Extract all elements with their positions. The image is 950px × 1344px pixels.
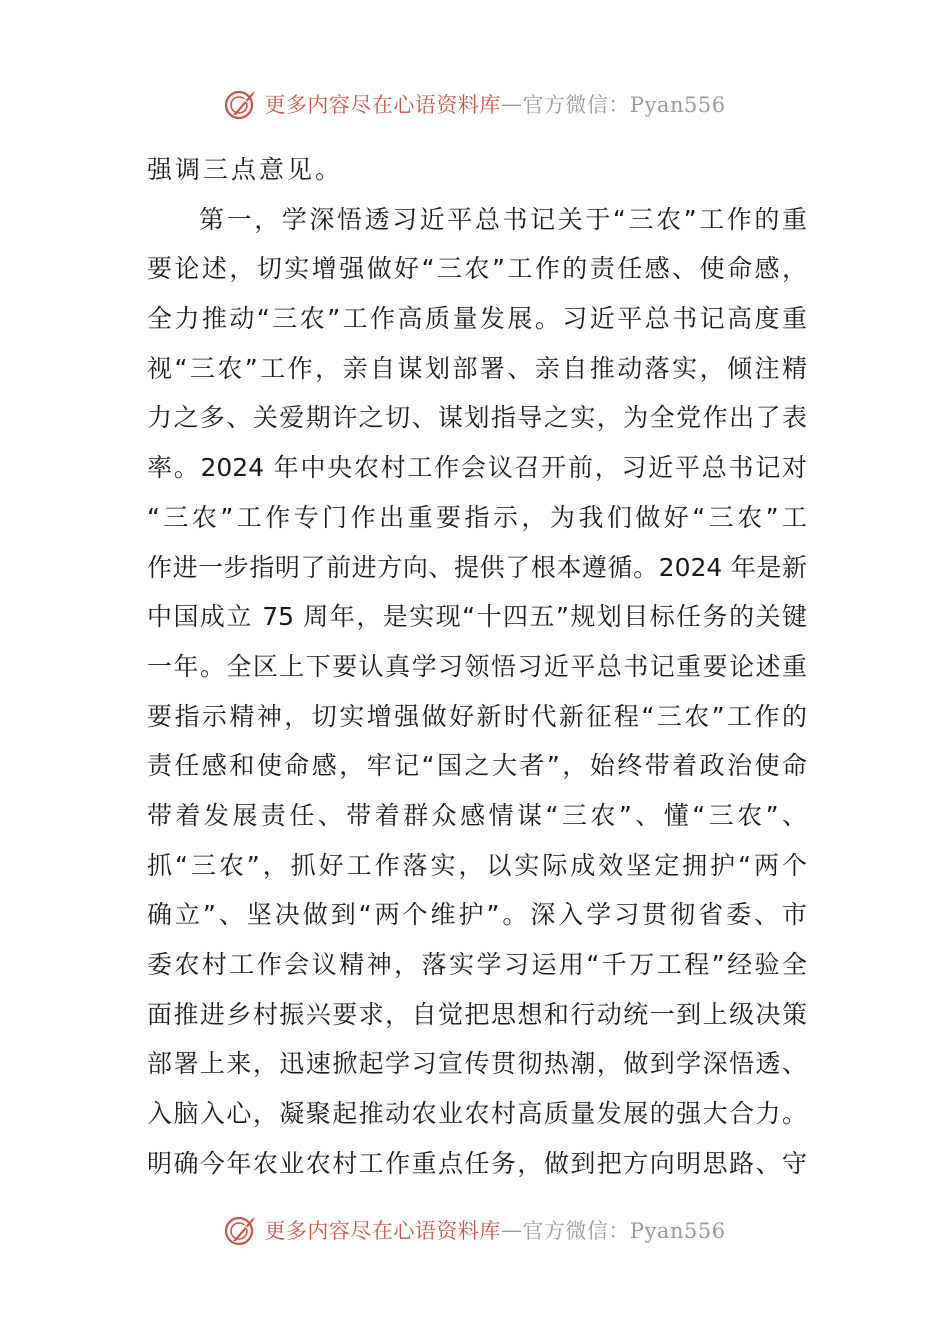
text-line: “三农”工作专门作出重要指示，为我们做好“三农”工 [147, 502, 807, 532]
text-line: 视“三农”工作，亲自谋划部署、亲自推动落实，倾注精 [147, 353, 807, 383]
text-line: 入脑入心，凝聚起推动农业农村高质量发展的强大合力。 [147, 1099, 807, 1129]
text-line: 强调三点意见。 [147, 155, 344, 184]
text-line: 要指示精神，切实增强做好新时代新征程“三农”工作的 [147, 701, 807, 731]
text-line: 率。2024 年中央农村工作会议召开前，习近平总书记对 [147, 453, 807, 483]
text-line: 明确今年农业农村工作重点任务，做到把方向明思路、守 [147, 1148, 807, 1178]
text-line: 委农村工作会议精神，落实学习运用“千万工程”经验全 [147, 950, 807, 979]
banner-wechat-text: 官方微信：Pyan556 [522, 93, 726, 117]
banner-main-text: 更多内容尽在心语资料库 [264, 1219, 501, 1243]
text-line: 第一，学深悟透习近平总书记关于“三农”工作的重 [199, 204, 807, 234]
banner-wechat-text: 官方微信：Pyan556 [522, 1219, 726, 1243]
document-body [147, 145, 807, 1188]
text-line: 带着发展责任、带着群众感情谋“三农”、懂“三农”、 [147, 800, 807, 830]
banner-dash: — [500, 1218, 523, 1242]
quill-seal-icon [224, 1213, 258, 1247]
header-watermark-banner [0, 82, 950, 126]
text-line: 面推进乡村振兴要求，自觉把思想和行动统一到上级决策 [147, 999, 807, 1029]
text-line: 中国成立 75 周年，是实现“十四五”规划目标任务的关键 [147, 602, 807, 632]
text-line: 部署上来，迅速掀起学习宣传贯彻热潮，做到学深悟透、 [147, 1049, 807, 1079]
text-line: 全力推动“三农”工作高质量发展。习近平总书记高度重 [147, 304, 807, 334]
text-line: 力之多、关爱期许之切、谋划指导之实，为全党作出了表 [147, 403, 807, 433]
footer-watermark-banner [0, 1208, 950, 1252]
quill-seal-icon [224, 87, 258, 121]
text-line: 作进一步指明了前进方向、提供了根本遵循。2024 年是新 [147, 552, 807, 582]
text-line: 确立”、坚决做到“两个维护”。深入学习贯彻省委、市 [147, 900, 807, 930]
text-line: 一年。全区上下要认真学习领悟习近平总书记重要论述重 [147, 651, 807, 681]
text-line: 责任感和使命感，牢记“国之大者”，始终带着政治使命 [147, 751, 807, 781]
banner-dash: — [500, 92, 523, 116]
text-line: 抓“三农”，抓好工作落实，以实际成效坚定拥护“两个 [147, 850, 807, 880]
banner-main-text: 更多内容尽在心语资料库 [264, 93, 501, 117]
text-line: 要论述，切实增强做好“三农”工作的责任感、使命感， [147, 254, 807, 284]
